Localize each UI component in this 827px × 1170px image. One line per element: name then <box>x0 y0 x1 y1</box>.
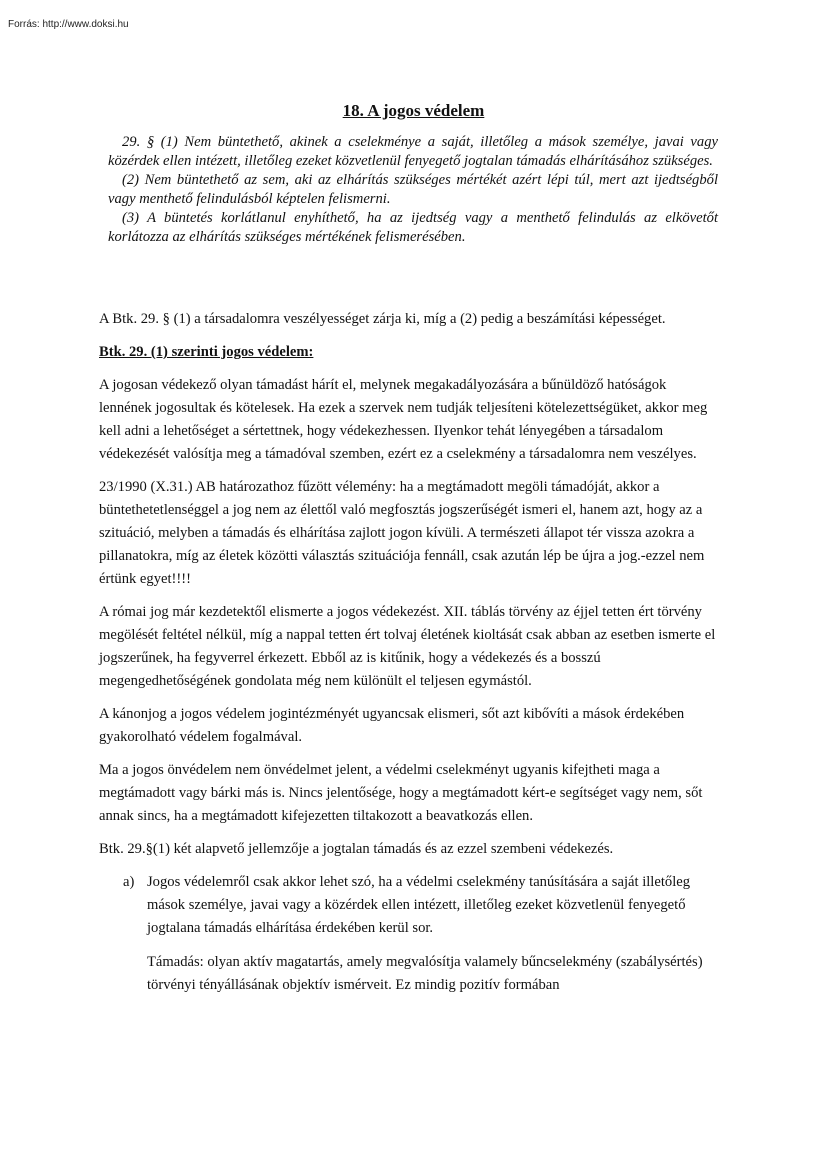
paragraph: A jogosan védekező olyan támadást hárít el, melynek megakadályozására a bűnüldöző hatóságok lennének jogosultak és kötelesek. Ha ezek a szervek nem tudják teljesíteni kötelezettségüket, akkor meg kell adni a lehetőséget a sértettnek, hogy védekezhessen. Ilyenkor tehát lényegében a társadalom védekezését valósítja meg a támadóval szemben, ezért ez a cselekmény a társadalomra nem veszélyes. <box>99 377 708 462</box>
paragraph: Ma a jogos önvédelem nem önvédelmet jelent, a védelmi cselekményt ugyanis kifejtheti maga a megtámadott vagy bárki más is. Nincs jelentősége, hogy a megtámadott kért-e segítséget vagy nem, sőt annak sincs, ha a megtámadott kifejezetten tiltakozott a beavatkozás ellen. <box>99 762 703 824</box>
section-heading: Btk. 29. (1) szerinti jogos védelem: <box>99 344 314 360</box>
list-item-text: Jogos védelemről csak akkor lehet szó, ha a védelmi cselekmény tanúsítására a saját illetőleg mások személye, javai vagy a közérdek ellen intézett, illetőleg ezeket közvetlenül fenyegető jogtalana támadás elhárítása érdekében kerül sor. <box>147 874 691 936</box>
source-line: Forrás: http://www.doksi.hu <box>8 19 129 30</box>
document-body <box>99 308 719 1007</box>
list-label: a) <box>123 874 135 890</box>
paragraph: 23/1990 (X.31.) AB határozathoz fűzött vélemény: ha a megtámadott megöli támadóját, akkor a büntethetetlenséggel a jog nem az élettől való megfosztás jogszerűségét ismeri el, hanem azt, hogy az a szituáció, melyben a támadás és elhárítása zajlott jogon kívüli. A természeti állapot tér vissza azokra a pillanatokra, míg az életek közötti választás szituációja fennáll, csak azután lép be újra a jog.-ezzel nem értünk egyet!!!! <box>99 479 705 587</box>
law-paragraph-2: (2) Nem büntethető az sem, aki az elhárítás szükséges mértékét azért lépi túl, mert azt ijedtségből vagy menthető felindulásból képtelen felismerni. <box>108 172 718 207</box>
law-quote <box>108 133 718 247</box>
page-title: 18. A jogos védelem <box>342 101 485 120</box>
law-paragraph-3: (3) A büntetés korlátlanul enyhíthető, ha az ijedtség vagy a menthető felindulás az elkövetőt korlátozza az elhárítás szükséges mértékének felismerésében. <box>108 210 718 245</box>
paragraph: A kánonjog a jogos védelem jogintézményét ugyancsak elismeri, sőt azt kibővíti a mások érdekében gyakorolható védelem fogalmával. <box>99 706 685 745</box>
paragraph-intro: A Btk. 29. § (1) a társadalomra veszélyességet zárja ki, míg a (2) pedig a beszámítási képességet. <box>99 311 666 327</box>
paragraph-indented: Támadás: olyan aktív magatartás, amely megvalósítja valamely bűncselekmény (szabálysértés) törvényi tényállásának objektív ismérveit. Ez mindig pozitív formában <box>147 954 703 993</box>
law-paragraph-1: 29. § (1) Nem büntethető, akinek a cselekménye a saját, illetőleg a mások személye, javai vagy közérdek ellen intézett, illetőleg ezeket közvetlenül fenyegető jogtalan támadás elhárításához szükséges. <box>108 134 718 169</box>
paragraph: Btk. 29.§(1) két alapvető jellemzője a jogtalan támadás és az ezzel szembeni védekezés. <box>99 841 614 857</box>
paragraph: A római jog már kezdetektől elismerte a jogos védekezést. XII. táblás törvény az éjjel tetten ért törvény megölését feltétel nélkül, míg a nappal tetten ért tolvaj életének kioltását csak abban az esetben ismerte el jogszerűnek, ha fegyverrel érkezett. Ebből az is kitűnik, hogy a védekezés és a bosszú megengedhetőségének gondolata még nem különült el teljesen egymástól. <box>99 604 716 689</box>
list-item <box>99 871 719 940</box>
